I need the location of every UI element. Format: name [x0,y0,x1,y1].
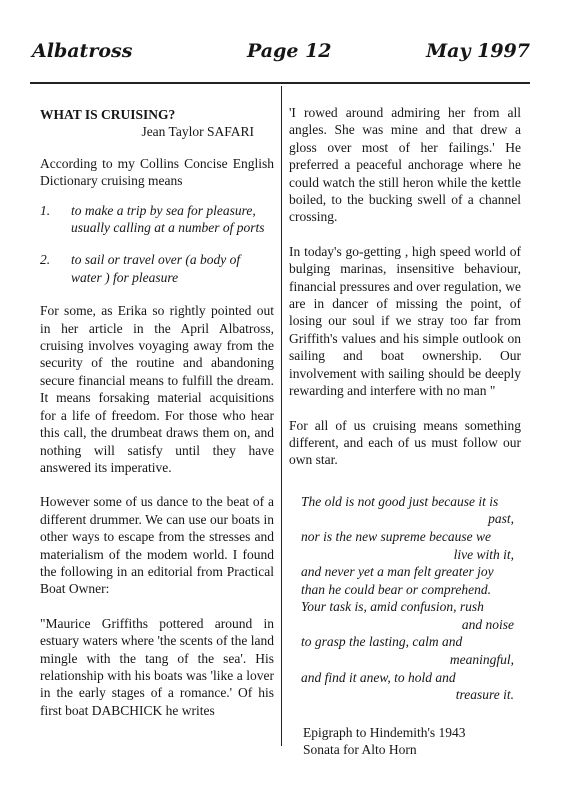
poem-line: live with it, [453,546,514,562]
epigraph-attribution [289,724,521,759]
poem-line: and noise [461,616,514,632]
definition-item [40,251,274,286]
poem-line: and never yet a man felt greater joy [301,564,494,580]
column-divider [281,86,282,746]
poem-line: than he could bear or comprehend. [301,581,491,597]
poem-line: treasure it. [455,687,514,703]
definition-list [40,202,274,287]
body-paragraph: In today's go-getting , high speed world of bulging marinas, insensitive behaviour, financial pressures and over regulation, we are in dancer of missing the point, of losing our soul if we stray too far from Griffith's values and his simple outlook on sailing and boat ownership. Our involvement with sailing should be deeply rewarding and interfere with no man " [289,243,521,399]
definition-text: to sail or travel over (a body of water ) for pleasure [71,252,241,285]
left-column [40,106,274,719]
definition-number: 1. [40,202,51,218]
poem-line: past, [488,511,514,527]
quote-paragraph: 'I rowed around admiring her from all angles. She was mine and that drew a gloss over most of her failings.' He preferred a peaceful anchorage where he could watch the still heron while the kettle boiled, to the bucking swell of a channel crossing. [289,105,521,225]
right-column [289,104,521,759]
issue-date: May 1997 [426,40,530,62]
intro-paragraph: According to my Collins Concise English Dictionary cruising means [40,155,274,189]
poem-line: The old is not good just because it is [301,493,499,509]
page-header [30,40,530,72]
epigraph-line: Epigraph to Hindemith's 1943 [303,724,466,740]
definition-number: 2. [40,252,51,268]
page-number: Page 12 [247,40,332,62]
poem [289,493,521,704]
epigraph-line: Sonata for Alto Horn [303,742,417,758]
publication-name: Albatross [32,40,133,62]
poem-line: to grasp the lasting, calm and [301,634,463,650]
body-paragraph: For all of us cruising means something different, and each of us must follow our own star. [289,417,521,468]
header-rule [30,82,530,84]
definition-text: to make a trip by sea for pleasure, usually calling at a number of ports [71,202,265,236]
poem-line: Your task is, amid confusion, rush [301,599,484,615]
body-paragraph: For some, as Erika so rightly pointed out in her article in the April Albatross, cruising involves voyaging away from the security of the routine and abandoning secure financial means to fulfill the dream. It means forsaking material acquisitions for a life of freedom. For those who hear this call, the drumbeat draws them on, and nothing will satisfy until they have answered its imperative. [40,303,274,475]
definition-item [40,202,274,237]
poem-line: nor is the new supreme because we [301,528,491,544]
body-paragraph: However some of us dance to the beat of a different drummer. We can use our boats in other ways to escape from the stresses and materialism of the modem world. I found the following in an editorial from Practical Boat Owner: [40,494,274,597]
article-title: WHAT IS CRUISING? [40,107,176,122]
article-author: Jean Taylor SAFARI [141,124,254,140]
poem-line: meaningful, [449,652,514,668]
quote-paragraph: "Maurice Griffiths pottered around in estuary waters where 'the scents of the land mingle with the tang of the sea'. His relationship with his boats was 'like a lover in the early stages of a romance.' Of his first boat DABCHICK he writes [40,615,274,718]
poem-line: and find it anew, to hold and [301,669,456,685]
